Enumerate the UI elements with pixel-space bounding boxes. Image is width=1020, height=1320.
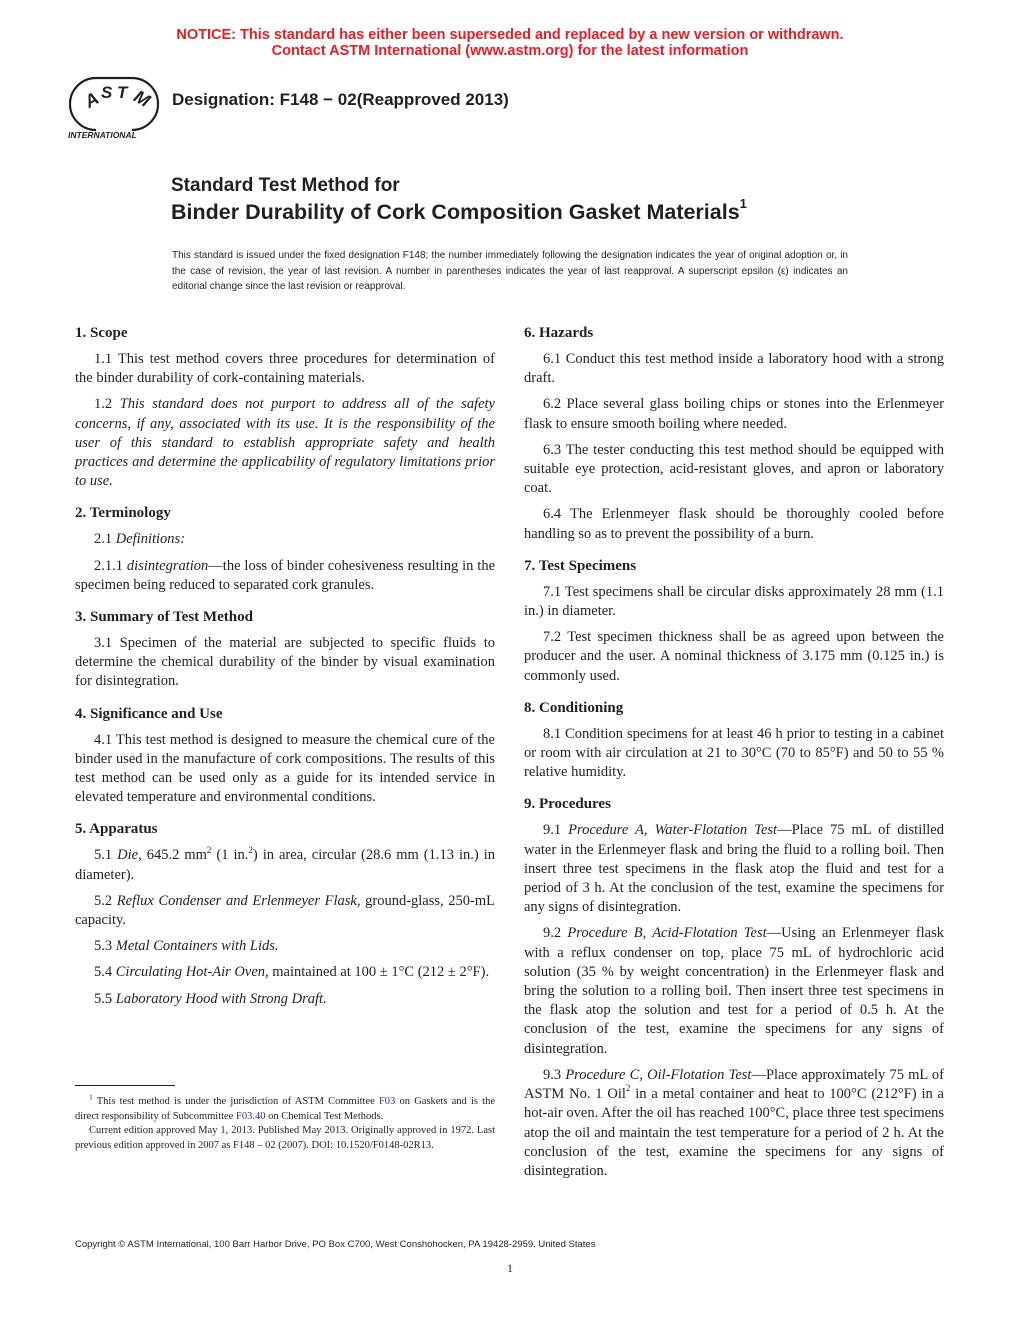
paragraph-1-1: 1.1 This test method covers three procedures for determination of the binder durability of cork-containing materials. <box>75 351 495 387</box>
paragraph-3-1: 3.1 Specimen of the material are subjected to specific fluids to determine the chemical durability of the binder by visual examination for disintegration. <box>75 635 495 690</box>
paragraph-6-4: 6.4 The Erlenmeyer flask should be thoroughly cooled before handling so as to prevent the possibility of a burn. <box>524 506 944 542</box>
title-footnote-mark: 1 <box>739 196 747 211</box>
paragraph-8-1: 8.1 Condition specimens for at least 46 h prior to testing in a cabinet or room with air circulation at 21 to 30°C (70 to 85°F) and 50 to 55 % relative humidity. <box>524 725 944 781</box>
footnote-paragraph-2: Current edition approved May 1, 2013. Published May 2013. Originally approved in 1972. Last previous edition approved in 2007 as F148 – 02 (2007). DOI: 10.1520/F0148-02R13. <box>75 1125 495 1151</box>
section-heading-apparatus: 5. Apparatus <box>75 821 158 838</box>
notice-line-1: NOTICE: This standard has either been superseded and replaced by a new version or withdrawn. <box>176 27 844 43</box>
paragraph-7-1: 7.1 Test specimens shall be circular disks approximately 28 mm (1.1 in.) in diameter. <box>524 583 944 620</box>
section-heading-significance: 4. Significance and Use <box>75 705 223 722</box>
section-heading-terminology: 2. Terminology <box>75 505 171 522</box>
paragraph-2-1: 2.1 Definitions: <box>94 531 186 548</box>
section-heading-hazards: 6. Hazards <box>524 325 594 341</box>
svg-text:A: A <box>81 87 103 112</box>
left-column <box>75 324 495 1016</box>
svg-text:S: S <box>101 83 113 102</box>
footnote <box>75 1092 495 1153</box>
paragraph-6-3: 6.3 The tester conducting this test method should be equipped with suitable eye protection, acid-resistant gloves, and apron or laboratory coat. <box>524 441 944 497</box>
footnote-divider <box>75 1085 175 1086</box>
right-column <box>524 324 944 1188</box>
committee-link[interactable]: F03 <box>378 1096 396 1107</box>
paragraph-5-2: 5.2 Reflux Condenser and Erlenmeyer Flask, ground-glass, 250-mL capacity. <box>75 892 496 929</box>
paragraph-6-2: 6.2 Place several glass boiling chips or stones into the Erlenmeyer flask to ensure smooth boiling where needed. <box>524 396 944 432</box>
copyright-line: Copyright © ASTM International, 100 Barr Harbor Drive, PO Box C700, West Conshohocken, PA 19428-2959. United States <box>75 1239 596 1250</box>
paragraph-5-4: 5.4 Circulating Hot-Air Oven, maintained at 100 ± 1°C (212 ± 2°F). <box>94 964 490 981</box>
issued-note: This standard is issued under the fixed designation F148; the number immediately following the designation indicates the year of original adoption or, in the case of revision, the year of last revision. A number in parentheses indicates the year of last reapproval. A superscript epsilon (ε) indicates an editorial change since the last revision or reapproval. <box>172 250 848 292</box>
logo-international-text: INTERNATIONAL <box>68 130 137 140</box>
title-line-1: Standard Test Method for <box>171 175 400 196</box>
paragraph-9-3: 9.3 Procedure C, Oil-Flotation Test—Place approximately 75 mL of ASTM No. 1 Oil$^2$ in a metal container and heat to 100°C (212°F) in a hot-air oven. After the oil has reached 100°C, place three test specimens atop the oil and maintain the test temperature for a period of 2 h. At the conclusion of the test, examine the specimens for any signs of disintegration. <box>524 1066 945 1179</box>
page-number: 1 <box>507 1261 513 1275</box>
paragraph-7-2: 7.2 Test specimen thickness shall be as agreed upon between the producer and the user. A nominal thickness of 3.175 mm (0.125 in.) is commonly used. <box>524 629 944 684</box>
title-line-2 <box>171 196 747 225</box>
paragraph-9-1: 9.1 Procedure A, Water-Flotation Test—Place 75 mL of distilled water in the Erlenmeyer flask and bring the fluid to a rolling boil. Then insert three test specimens in the flask atop the fluid and test for a period of 3 h. At the conclusion of the test, examine the specimens for any signs of disintegration. <box>524 822 944 916</box>
paragraph-4-1: 4.1 This test method is designed to measure the chemical cure of the binder used in the manufacture of cork compositions. The results of this test method can be used only as a guide for its intended service in elevated temperature and environmental conditions. <box>75 731 495 806</box>
paragraph-2-1-1: 2.1.1 disintegration—the loss of binder cohesiveness resulting in the specimen being reduced to separated cork granules. <box>75 557 496 593</box>
paragraph-5-5: 5.5 Laboratory Hood with Strong Draft. <box>94 990 327 1007</box>
section-heading-scope: 1. Scope <box>75 325 128 341</box>
notice-line-2: Contact ASTM International (www.astm.org) for the latest information <box>271 43 749 59</box>
astm-logo <box>66 72 162 144</box>
paragraph-1-2: 1.2 This standard does not purport to address all of the safety concerns, if any, associated with its use. It is the responsibility of the user of this standard to establish appropriate safety and health practices and determine the applicability of regulatory limitations prior to use. <box>75 396 495 490</box>
subcommittee-link[interactable]: F03.40 <box>235 1110 266 1122</box>
section-heading-specimens: 7. Test Specimens <box>524 557 637 574</box>
paragraph-6-1: 6.1 Conduct this test method inside a laboratory hood with a strong draft. <box>524 351 944 387</box>
paragraph-5-1: 5.1 Die, 645.2 $mm^2$ (1 in.$^2$) in area, circular (28.6 mm (1.13 in.) in diameter). <box>75 844 496 883</box>
title-main: Binder Durability of Cork Composition Gasket Materials <box>171 200 740 225</box>
section-heading-summary: 3. Summary of Test Method <box>75 609 253 626</box>
svg-text:M: M <box>130 86 154 111</box>
section-heading-conditioning: 8. Conditioning <box>524 699 624 716</box>
paragraph-5-3: 5.3 Metal Containers with Lids. <box>94 938 279 955</box>
paragraph-9-2: 9.2 Procedure B, Acid-Flotation Test—Using an Erlenmeyer flask with a reflux condenser on top, place 75 mL of hydrochloric acid solution (35 % by weight concentration) in the Erlenmeyer flask and bring the solution to a rolling boil. Then insert three test specimens in the flask atop the solution and test for a period of 0.5 h. At the conclusion of the test, examine the specimens for any signs of disintegration. <box>524 925 945 1057</box>
footnote-paragraph-1: $^1$ This test method is under the jurisdiction of ASTM Committee F03 on Gaskets and is the direct responsibility of Subcommittee F03.40 on Chemical Test Methods. <box>75 1092 495 1122</box>
svg-text:T: T <box>117 83 128 102</box>
section-heading-procedures: 9. Procedures <box>524 796 611 813</box>
designation: Designation: F148 − 02(Reapproved 2013) <box>172 90 509 109</box>
